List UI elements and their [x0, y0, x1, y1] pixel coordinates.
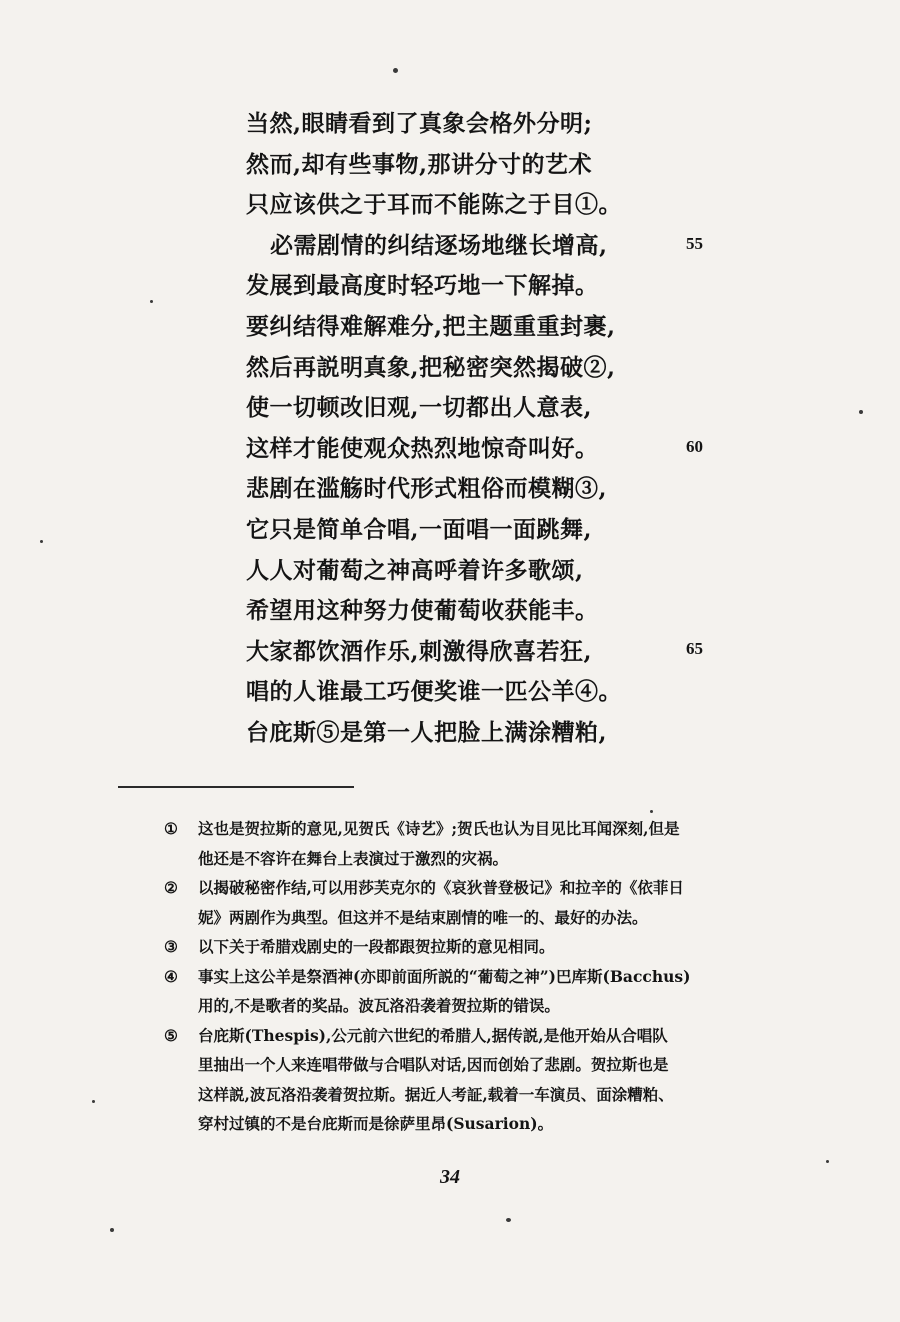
verse-line: 然后再説明真象,把秘密突然揭破②, [246, 353, 616, 381]
footnote-line: 以揭破秘密作结,可以用莎芙克尔的《哀狄普登极记》和拉辛的《依菲日 [198, 878, 684, 897]
footnote-line: 台庇斯(Thespis),公元前六世纪的希腊人,据传説,是他开始从合唱队 [198, 1025, 668, 1045]
footnote-line: 穿村过镇的不是台庇斯而是徐萨里昂(Susarion)。 [198, 1114, 554, 1133]
verse-line: 人人对葡萄之神高呼着许多歌颂, [246, 556, 584, 584]
scan-speck [650, 810, 653, 813]
verse-line: 发展到最高度时轻巧地一下解掉。 [246, 272, 599, 300]
verse-line: 当然,眼睛看到了真象会格外分明; [246, 110, 593, 137]
scan-speck [92, 1100, 95, 1103]
verse-line: 这样才能使观众热烈地惊奇叫好。 [246, 434, 599, 462]
verse-line: 使一切顿改旧观,一切都出人意表, [246, 394, 593, 422]
footnote-3 [160, 932, 770, 962]
footnote-divider [118, 786, 354, 788]
scan-speck [40, 540, 43, 543]
verse-line: 要纠结得难解难分,把主题重重封裹, [246, 312, 616, 340]
verse-line: 希望用这种努力使葡萄收获能丰。 [246, 597, 599, 625]
footnote-line: 以下关于希腊戏剧史的一段都跟贺拉斯的意见相同。 [198, 937, 555, 956]
verse-line: 台庇斯⑤是第一人把脸上满涂糟粕, [246, 718, 608, 746]
footnote-marker: ① [164, 819, 178, 838]
scan-speck [859, 410, 863, 414]
footnote-2 [160, 873, 770, 932]
line-number-65: 65 [686, 639, 703, 658]
footnote-line: 这也是贺拉斯的意见,见贺氏《诗艺》;贺氏也认为目见比耳闻深刻,但是 [198, 819, 680, 838]
footnote-4 [160, 962, 770, 1021]
verse-line: 然而,却有些事物,那讲分寸的艺术 [246, 150, 593, 178]
line-number-55: 55 [686, 234, 703, 253]
footnotes [160, 814, 770, 1139]
scan-speck [150, 300, 153, 303]
page-number: 34 [440, 1166, 460, 1188]
footnote-marker: ② [164, 878, 178, 897]
footnote-marker: ④ [164, 966, 178, 986]
verse-line: 唱的人谁最工巧便奖谁一匹公羊④。 [246, 678, 622, 706]
footnote-marker: ⑤ [164, 1025, 178, 1045]
verse-line: 悲剧在滥觞时代形式粗俗而模糊③, [246, 475, 608, 503]
footnote-line: 事实上这公羊是祭酒神(亦即前面所説的“葡萄之神”)巴库斯(Bacchus) [198, 966, 691, 986]
verse-line: 只应该供之于耳而不能陈之于目①。 [246, 191, 622, 219]
scan-speck [110, 1228, 114, 1232]
verse-line: 必需剧情的纠结逐场地继长增高, [270, 231, 608, 259]
footnote-line: 他还是不容许在舞台上表演过于激烈的灾祸。 [198, 848, 509, 868]
footnote-5 [160, 1021, 770, 1139]
scan-speck [506, 1218, 511, 1222]
footnote-1 [160, 814, 770, 873]
footnote-line: 妮》两剧作为典型。但这并不是结束剧情的唯一的、最好的办法。 [198, 907, 648, 927]
footnote-marker: ③ [164, 937, 178, 956]
line-number-60: 60 [686, 437, 703, 456]
scan-speck [826, 1160, 829, 1163]
verse-line: 大家都饮酒作乐,刺激得欣喜若狂, [246, 637, 593, 665]
scan-speck [393, 68, 398, 73]
footnote-line: 里抽出一个人来连唱带做与合唱队对话,因而创始了悲剧。贺拉斯也是 [198, 1055, 669, 1074]
footnote-line: 用的,不是歌者的奖品。波瓦洛沿袭着贺拉斯的错误。 [198, 996, 560, 1015]
footnote-line: 这样説,波瓦洛沿袭着贺拉斯。据近人考証,载着一车演员、面涂糟粕、 [198, 1084, 674, 1104]
verse-line: 它只是简单合唱,一面唱一面跳舞, [246, 515, 593, 543]
poem-text [246, 104, 626, 754]
